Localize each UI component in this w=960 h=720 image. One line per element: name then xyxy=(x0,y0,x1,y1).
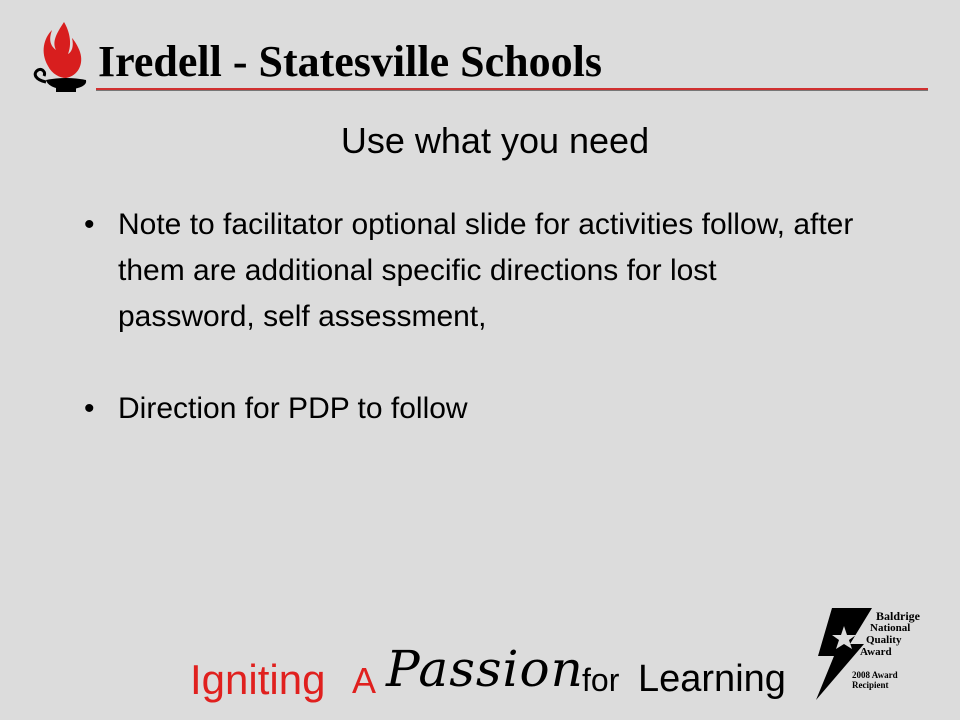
tagline xyxy=(190,640,790,710)
award-line: Recipient xyxy=(852,680,889,690)
bullet-text: Note to facilitator optional slide for activities follow, after them are additional specific directions for lost password, self assessment, xyxy=(118,208,854,333)
tagline-for: for xyxy=(582,662,620,698)
bullet-dot-icon: • xyxy=(84,392,95,425)
award-line: Baldrige xyxy=(876,609,920,623)
school-name: Iredell - Statesville Schools xyxy=(98,37,602,86)
award-line: National xyxy=(870,622,911,634)
slide-header xyxy=(0,0,960,100)
award-line: Quality xyxy=(866,634,902,646)
tagline-igniting: Igniting xyxy=(190,656,326,703)
bullet-item xyxy=(80,386,860,432)
header-divider-shadow xyxy=(96,90,928,91)
award-line: 2008 Award xyxy=(852,670,898,680)
flame-lamp-icon xyxy=(26,18,96,98)
tagline-learning: Learning xyxy=(638,658,786,700)
bullet-list xyxy=(80,202,860,432)
award-line: Award xyxy=(860,646,892,658)
bullet-text: Direction for PDP to follow xyxy=(118,392,468,425)
baldrige-award-logo xyxy=(806,604,946,704)
tagline-a: A xyxy=(352,660,377,701)
bullet-dot-icon: • xyxy=(84,208,95,241)
bullet-item xyxy=(80,202,860,340)
tagline-passion: Passion xyxy=(386,640,584,698)
slide-title: Use what you need xyxy=(340,120,650,161)
